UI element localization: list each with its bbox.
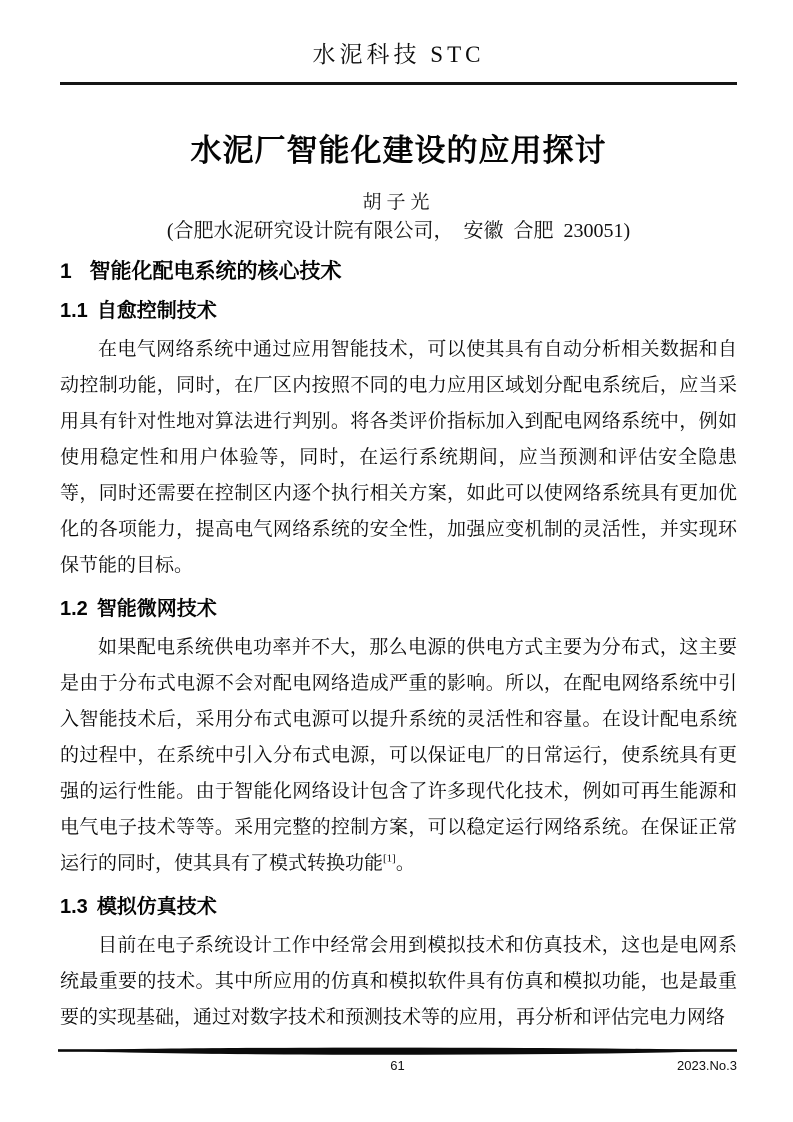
section-1-1-title: 自愈控制技术 — [96, 300, 217, 322]
article-title: 水泥厂智能化建设的应用探讨 — [190, 133, 607, 168]
footer-meta — [58, 1057, 737, 1077]
page-number: 61 — [390, 1058, 405, 1073]
author-affiliation: (合肥水泥研究设计院有限公司， 安徽 合肥 230051) — [166, 220, 631, 242]
section-1-3-paragraph — [60, 928, 737, 1036]
section-1-2-heading — [60, 596, 737, 623]
section-1-3-number: 1.3 — [60, 896, 88, 918]
section-1-1-number: 1.1 — [60, 300, 88, 322]
journal-title: 水泥科技 STC — [312, 42, 485, 67]
journal-header — [60, 40, 737, 85]
section-1-2-paragraph-text: 如果配电系统供电功率并不大，那么电源的供电方式主要为分布式，这主要是由于分布式电源不会对配电网络造成严重的影响。所以，在配电网络系统中引入智能技术后，采用分布式电源可以提升系统的灵活性和容量。在设计配电系统的过程中，在系统中引入分布式电源，可以保证电厂的日常运行，使系统具有更强的运行性能。由于智能化网络设计包含了许多现代化技术，例如可再生能源和电气电子技术等等。采用完整的控制方案，可以稳定运行网络系统。在保证正常运行的同时，使其具有了模式转换功能 — [60, 637, 737, 874]
section-1-2-paragraph-tail: 。 — [395, 853, 415, 874]
page-content — [0, 40, 793, 1036]
section-1-1-heading — [60, 298, 737, 325]
citation-marker-1: [1] — [383, 852, 396, 865]
issue-label: 2023.No.3 — [677, 1058, 737, 1073]
section-1-2-paragraph — [60, 630, 737, 882]
section-1-3-title: 模拟仿真技术 — [96, 896, 217, 918]
section-1-2-title: 智能微网技术 — [96, 598, 217, 620]
author-name: 胡子光 — [362, 192, 435, 213]
footer-rule-decoration — [58, 1046, 737, 1057]
section-1-heading — [60, 258, 737, 286]
section-1-3-paragraph-text: 目前在电子系统设计工作中经常会用到模拟技术和仿真技术，这也是电网系统最重要的技术。其中所应用的仿真和模拟软件具有仿真和模拟功能，也是最重要的实现基础，通过对数字技术和预测技术等的应用，再分析和评估完电力网络 — [60, 935, 737, 1028]
section-1-number: 1 — [60, 260, 72, 283]
section-1-1-paragraph — [60, 332, 737, 584]
section-1-1-paragraph-text: 在电气网络系统中通过应用智能技术，可以使其具有自动分析相关数据和自动控制功能，同时，在厂区内按照不同的电力应用区域划分配电系统后，应当采用具有针对性地对算法进行判别。将各类评价指标加入到配电网络系统中，例如使用稳定性和用户体验等，同时，在运行系统期间，应当预测和评估安全隐患等，同时还需要在控制区内逐个执行相关方案，如此可以使网络系统具有更加优化的各项能力，提高电气网络系统的安全性，加强应变机制的灵活性，并实现环保节能的目标。 — [60, 339, 737, 576]
section-1-title: 智能化配电系统的核心技术 — [89, 260, 342, 283]
section-1-3-heading — [60, 894, 737, 921]
page-footer — [58, 1046, 737, 1077]
section-1-2-number: 1.2 — [60, 598, 88, 620]
